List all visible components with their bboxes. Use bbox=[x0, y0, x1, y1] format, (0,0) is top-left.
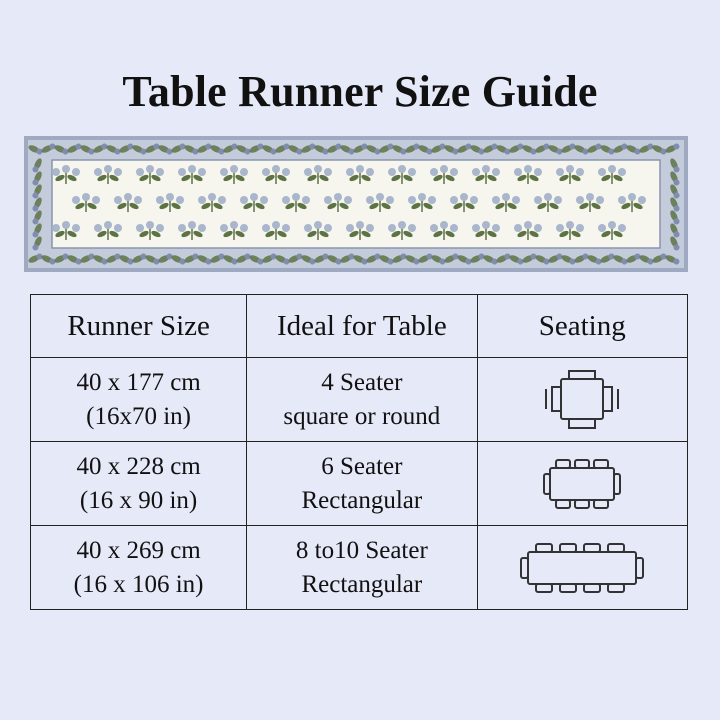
size-guide-table bbox=[30, 294, 688, 610]
ideal-table-cell bbox=[247, 442, 477, 526]
seating-cell bbox=[477, 526, 688, 610]
ideal-table-cell bbox=[247, 358, 477, 442]
header-ideal-for-table: Ideal for Table bbox=[247, 295, 477, 358]
seater-count: 4 Seater bbox=[321, 368, 403, 396]
table-runner-image bbox=[24, 136, 688, 272]
table-header-row bbox=[31, 295, 688, 358]
table-shape: Rectangular bbox=[301, 570, 423, 598]
seater-count: 8 to10 Seater bbox=[295, 536, 428, 564]
page-title: Table Runner Size Guide bbox=[122, 67, 598, 116]
runner-size-cell bbox=[31, 442, 247, 526]
size-in: (16 x 106 in) bbox=[73, 570, 204, 598]
runner-size-cell bbox=[31, 526, 247, 610]
table-shape: Rectangular bbox=[301, 486, 423, 514]
seating-cell bbox=[477, 358, 688, 442]
table-row bbox=[31, 358, 688, 442]
six-seater-rectangular-table-icon bbox=[542, 456, 622, 512]
runner-size-cell bbox=[31, 358, 247, 442]
size-in: (16 x 90 in) bbox=[79, 486, 198, 514]
size-cm: 40 x 177 cm bbox=[76, 368, 201, 396]
seating-cell bbox=[477, 442, 688, 526]
table-row bbox=[31, 442, 688, 526]
ten-seater-rectangular-table-icon bbox=[518, 540, 646, 596]
ideal-table-cell bbox=[247, 526, 477, 610]
size-cm: 40 x 269 cm bbox=[76, 536, 201, 564]
table-row bbox=[31, 526, 688, 610]
runner-pattern bbox=[24, 136, 688, 272]
table-shape: square or round bbox=[283, 402, 441, 430]
header-runner-size: Runner Size bbox=[31, 295, 247, 358]
four-seater-square-table-icon bbox=[542, 365, 622, 435]
size-in: (16x70 in) bbox=[86, 402, 192, 430]
seater-count: 6 Seater bbox=[321, 452, 403, 480]
size-cm: 40 x 228 cm bbox=[76, 452, 201, 480]
header-seating: Seating bbox=[477, 295, 688, 358]
